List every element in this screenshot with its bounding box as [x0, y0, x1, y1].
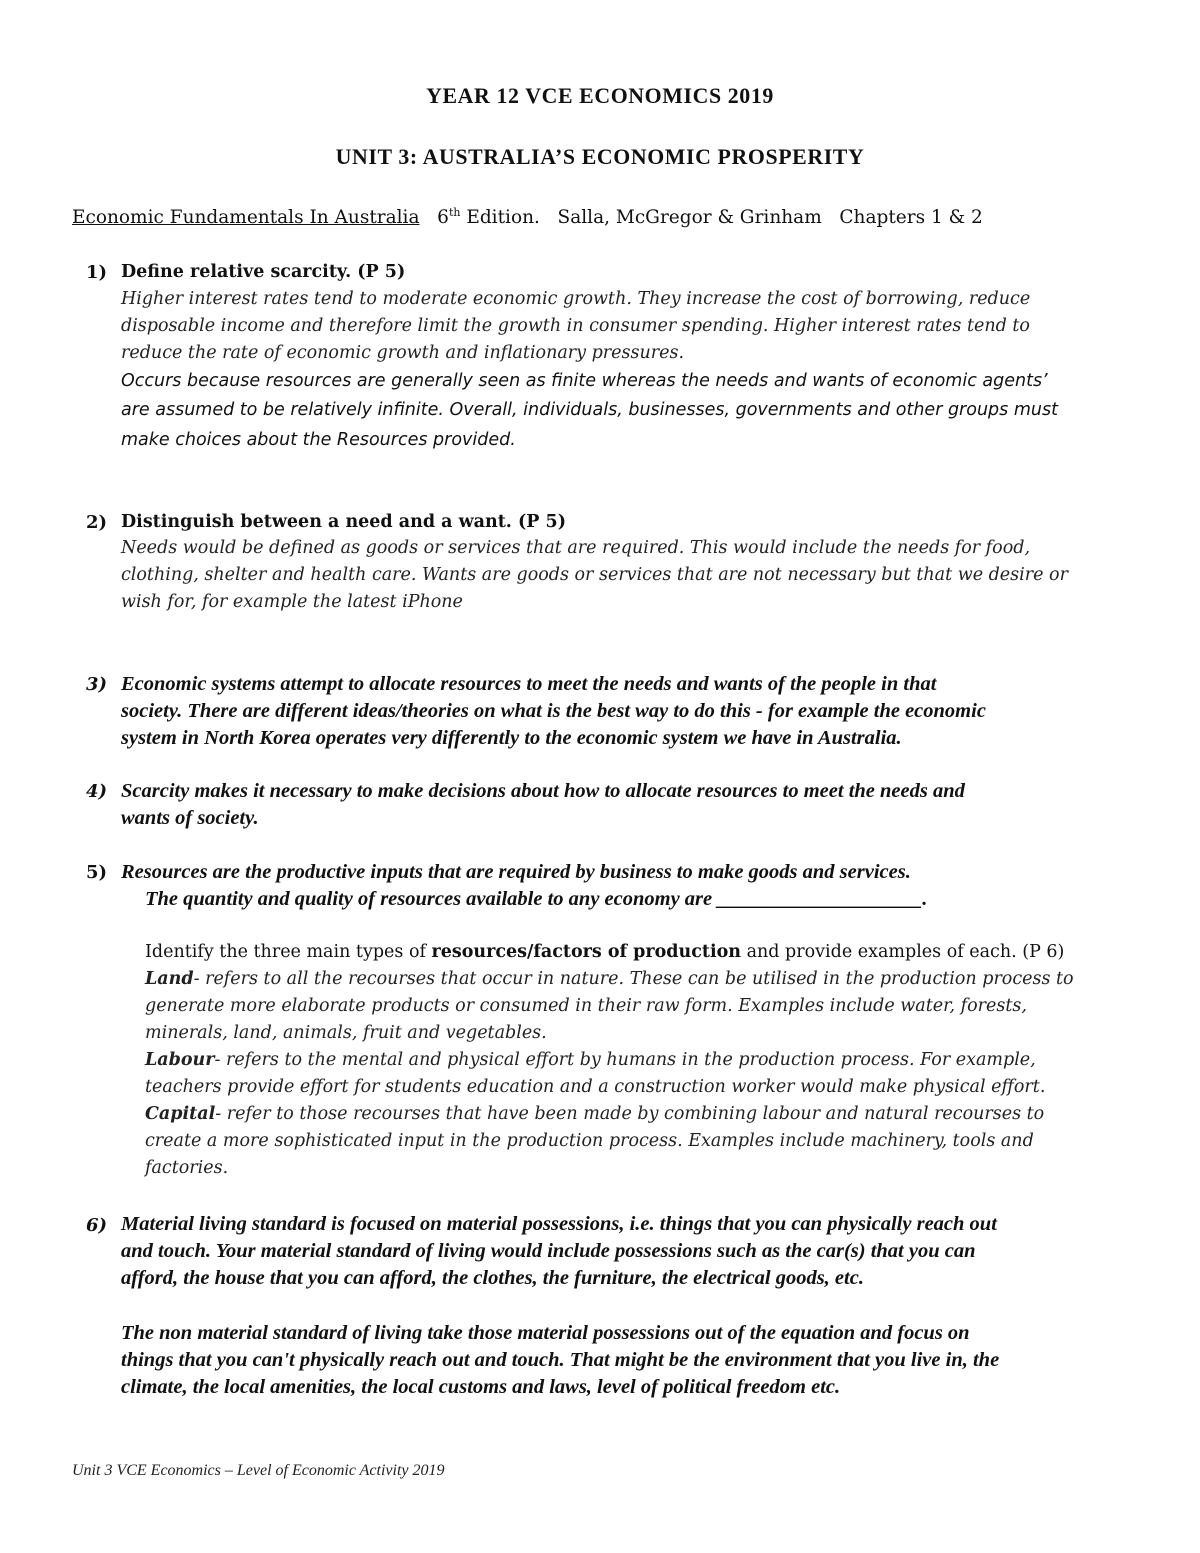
- land-line-2: generate more elaborate products or consumed in their raw form. Examples include water, forests,: [145, 996, 1027, 1016]
- authors: Salla, McGregor & Grinham: [557, 207, 822, 229]
- statement-6-line-3: afford, the house that you can afford, the clothes, the furniture, the electrical goods, etc.: [121, 1267, 864, 1289]
- textbook-title: Economic Fundamentals In Australia: [72, 207, 420, 229]
- land-text: - refers to all the recourses that occur in nature. These can be utilised in the production process to: [193, 969, 1074, 989]
- statement-3-line-3: system in North Korea operates very differently to the economic system we have in Australia.: [121, 727, 902, 749]
- edition-suffix: th: [448, 206, 461, 219]
- statement-6b-line-2: things that you can't physically reach out and touch. That might be the environment that you live in, the: [121, 1349, 1000, 1371]
- identify-prompt-start: Identify the three main types of: [145, 942, 432, 962]
- source-line: [72, 206, 983, 228]
- answer-1b-line-2: are assumed to be relatively infinite. Overall, individuals, businesses, governments and other groups must: [121, 400, 1058, 420]
- question-number-5: 5): [86, 862, 108, 883]
- statement-3-line-2: society. There are different ideas/theories on what is the best way to do this - for example the economic: [121, 700, 986, 722]
- capital-label: Capital: [145, 1104, 216, 1124]
- labour-line-1: [145, 1050, 1036, 1070]
- answer-1-line-1: Higher interest rates tend to moderate economic growth. They increase the cost of borrowing, reduce: [121, 289, 1031, 309]
- answer-1-line-3: reduce the rate of economic growth and inflationary pressures.: [121, 343, 685, 363]
- answer-1b-line-1: Occurs because resources are generally seen as finite whereas the needs and wants of economic agents’: [121, 371, 1048, 391]
- land-line-1: [145, 969, 1074, 989]
- statement-4-line-2: wants of society.: [121, 807, 259, 829]
- answer-2-line-3: wish for, for example the latest iPhone: [121, 592, 463, 612]
- question-number-1: 1): [86, 262, 108, 283]
- statement-6b-line-1: The non material standard of living take those material possessions out of the equation and focus on: [121, 1322, 970, 1344]
- question-number-6: 6): [86, 1215, 108, 1236]
- chapters: Chapters 1 & 2: [839, 207, 983, 229]
- question-number-4: 4): [86, 781, 108, 802]
- answer-2-line-2: clothing, shelter and health care. Wants are goods or services that are not necessary but that we desire or: [121, 565, 1068, 585]
- identify-prompt: [145, 942, 1064, 962]
- labour-line-2: teachers provide effort for students education and a construction worker would make physical effort.: [145, 1077, 1046, 1097]
- answer-1b-line-3: make choices about the Resources provided.: [121, 430, 516, 450]
- capital-line-3: factories.: [145, 1158, 229, 1178]
- identify-prompt-end: and provide examples of each. (P 6): [741, 942, 1065, 962]
- statement-4-line-1: Scarcity makes it necessary to make decisions about how to allocate resources to meet the needs and: [121, 780, 965, 802]
- capital-text: - refer to those recourses that have been made by combining labour and natural recourses to: [215, 1104, 1045, 1124]
- statement-3-line-1: Economic systems attempt to allocate resources to meet the needs and wants of the people in that: [121, 673, 937, 695]
- question-2: Distinguish between a need and a want. (P 5): [121, 512, 566, 532]
- page-footer: Unit 3 VCE Economics – Level of Economic Activity 2019: [72, 1462, 445, 1479]
- question-number-2: 2): [86, 512, 108, 533]
- question-1: Define relative scarcity. (P 5): [121, 262, 406, 282]
- question-number-3: 3): [86, 674, 108, 695]
- edition-number: 6: [437, 207, 449, 229]
- capital-line-1: [145, 1104, 1044, 1124]
- document-title: YEAR 12 VCE ECONOMICS 2019: [426, 84, 774, 108]
- statement-6b-line-3: climate, the local amenities, the local customs and laws, level of political freedom etc.: [121, 1376, 841, 1398]
- edition-text: Edition.: [460, 207, 540, 229]
- unit-title: UNIT 3: AUSTRALIA’S ECONOMIC PROSPERITY: [335, 145, 865, 169]
- labour-label: Labour: [145, 1050, 215, 1070]
- statement-6-line-1: Material living standard is focused on material possessions, i.e. things that you can physically reach out: [121, 1213, 997, 1235]
- labour-text: - refers to the mental and physical effort by humans in the production process. For example,: [214, 1050, 1036, 1070]
- land-line-3: minerals, land, animals, fruit and vegetables.: [145, 1023, 547, 1043]
- statement-5-line-2: The quantity and quality of resources available to any economy are ____________________.: [145, 888, 928, 910]
- answer-1-line-2: disposable income and therefore limit the growth in consumer spending. Higher interest rates tend to: [121, 316, 1030, 336]
- identify-prompt-bold: resources/factors of production: [431, 942, 741, 962]
- answer-2-line-1: Needs would be defined as goods or services that are required. This would include the needs for food,: [121, 538, 1031, 558]
- statement-6-line-2: and touch. Your material standard of living would include possessions such as the car(s) that you can: [121, 1240, 976, 1262]
- land-label: Land: [145, 969, 194, 989]
- capital-line-2: create a more sophisticated input in the production process. Examples include machinery, tools and: [145, 1131, 1034, 1151]
- statement-5-line-1: Resources are the productive inputs that are required by business to make goods and services.: [121, 861, 911, 883]
